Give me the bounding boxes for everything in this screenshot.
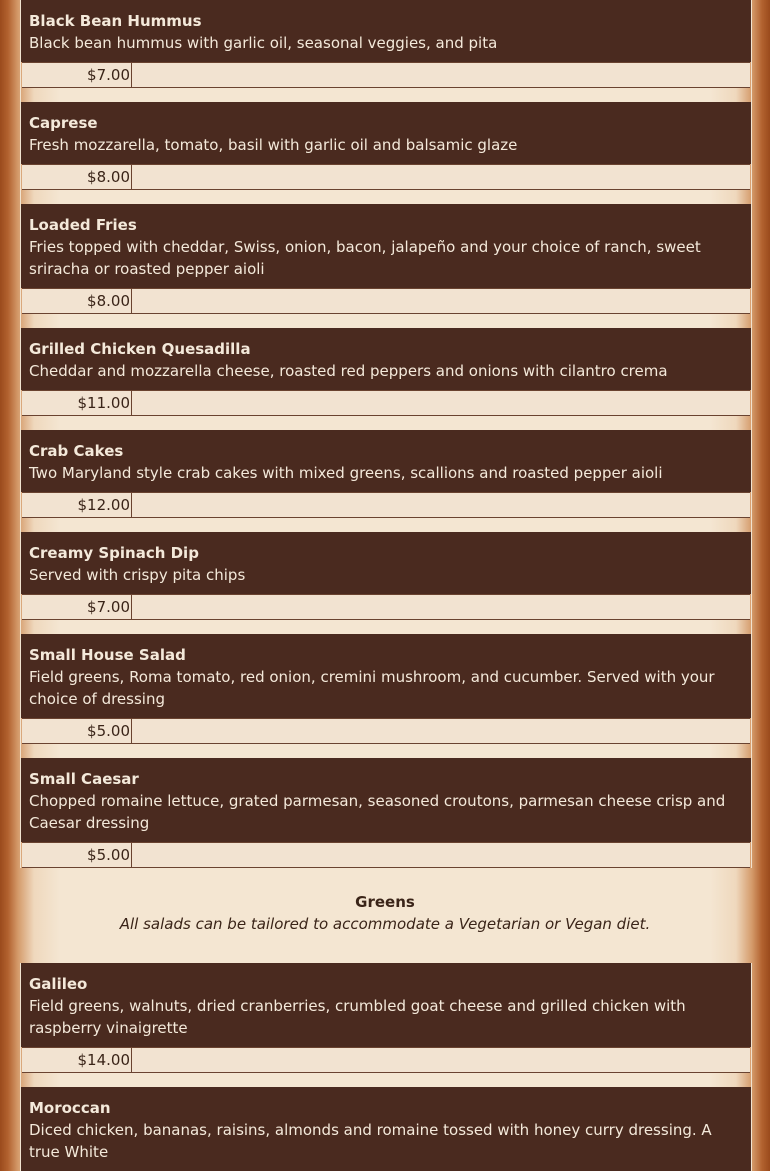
price-row — [22, 842, 750, 868]
price-row — [22, 62, 750, 88]
item-divider — [21, 88, 751, 102]
item-price: $7.00 — [23, 63, 132, 87]
price-row — [22, 1047, 750, 1073]
item-description: Fries topped with cheddar, Swiss, onion, bacon, jalapeño and your choice of ranch, sweet sriracha or roasted pepper aioli — [29, 238, 701, 278]
menu-item — [21, 1087, 751, 1171]
menu-item — [21, 102, 751, 204]
item-name: Creamy Spinach Dip — [29, 544, 199, 562]
item-price: $5.00 — [23, 843, 132, 867]
item-body — [21, 328, 751, 390]
item-name: Small Caesar — [29, 770, 139, 788]
menu-item — [21, 204, 751, 328]
item-price: $8.00 — [23, 165, 132, 189]
item-name: Black Bean Hummus — [29, 12, 202, 30]
item-description: Field greens, Roma tomato, red onion, cremini mushroom, and cucumber. Served with your choice of dressing — [29, 668, 715, 708]
greens-block — [20, 963, 752, 1171]
greens-section-header — [0, 868, 770, 963]
item-price: $5.00 — [23, 719, 132, 743]
item-body — [21, 1087, 751, 1171]
item-name: Moroccan — [29, 1099, 111, 1117]
item-divider — [21, 518, 751, 532]
item-description: Chopped romaine lettuce, grated parmesan, seasoned croutons, parmesan cheese crisp and Caesar dressing — [29, 792, 726, 832]
item-description: Diced chicken, bananas, raisins, almonds and romaine tossed with honey curry dressing. A true White — [29, 1121, 712, 1161]
section-note: All salads can be tailored to accommodate a Vegetarian or Vegan diet. — [119, 915, 651, 933]
item-description: Two Maryland style crab cakes with mixed greens, scallions and roasted pepper aioli — [29, 464, 663, 482]
item-body — [21, 0, 751, 62]
item-name: Caprese — [29, 114, 98, 132]
item-body — [21, 963, 751, 1047]
item-description: Fresh mozzarella, tomato, basil with garlic oil and balsamic glaze — [29, 136, 518, 154]
item-divider — [21, 416, 751, 430]
item-name: Small House Salad — [29, 646, 186, 664]
menu-item — [21, 634, 751, 758]
price-row — [22, 164, 750, 190]
item-name: Crab Cakes — [29, 442, 124, 460]
price-row — [22, 288, 750, 314]
item-description: Cheddar and mozzarella cheese, roasted red peppers and onions with cilantro crema — [29, 362, 668, 380]
item-name: Grilled Chicken Quesadilla — [29, 340, 251, 358]
item-divider — [21, 314, 751, 328]
item-body — [21, 634, 751, 718]
appetizers-block — [20, 0, 752, 868]
section-title: Greens — [355, 893, 415, 911]
item-divider — [21, 1073, 751, 1087]
menu-item — [21, 758, 751, 868]
item-body — [21, 430, 751, 492]
menu-item — [21, 0, 751, 102]
item-price: $12.00 — [23, 493, 132, 517]
item-divider — [21, 744, 751, 758]
price-row — [22, 390, 750, 416]
price-row — [22, 492, 750, 518]
price-row — [22, 718, 750, 744]
item-name: Galileo — [29, 975, 88, 993]
item-description: Black bean hummus with garlic oil, seasonal veggies, and pita — [29, 34, 498, 52]
menu-item — [21, 963, 751, 1087]
item-description: Field greens, walnuts, dried cranberries, crumbled goat cheese and grilled chicken with raspberry vinaigrette — [29, 997, 686, 1037]
menu-item — [21, 430, 751, 532]
item-price: $11.00 — [23, 391, 132, 415]
price-row — [22, 594, 750, 620]
item-description: Served with crispy pita chips — [29, 566, 246, 584]
item-body — [21, 758, 751, 842]
item-divider — [21, 620, 751, 634]
item-divider — [21, 190, 751, 204]
item-body — [21, 532, 751, 594]
item-body — [21, 102, 751, 164]
item-price: $14.00 — [23, 1048, 132, 1072]
item-price: $8.00 — [23, 289, 132, 313]
menu-item — [21, 532, 751, 634]
item-price: $7.00 — [23, 595, 132, 619]
item-body — [21, 204, 751, 288]
item-name: Loaded Fries — [29, 216, 137, 234]
menu-item — [21, 328, 751, 430]
